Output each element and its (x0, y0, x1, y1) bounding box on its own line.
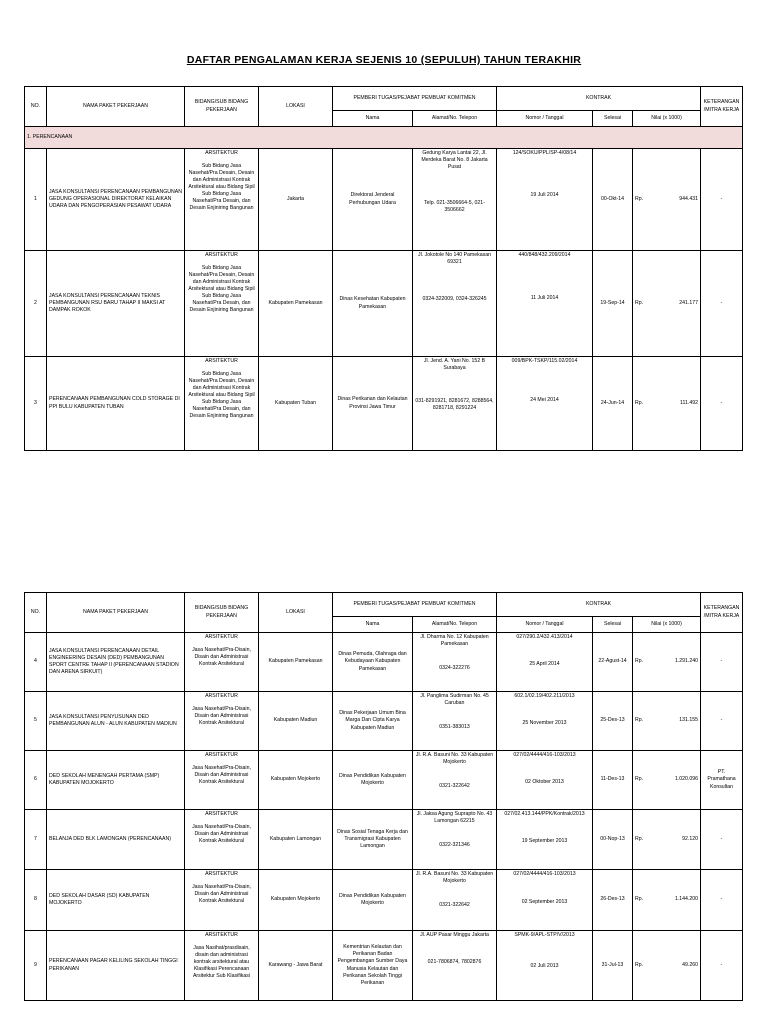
value-amount: 944.431 (679, 195, 699, 202)
address-cell (413, 870, 497, 931)
completion-date: 26-Des-13 (593, 870, 633, 931)
contract-date: 24 Mei 2014 (530, 396, 559, 403)
client-phone: 0321-322642 (439, 902, 470, 909)
field-description: Sub Bidang Jasa Nasehat/Pra Desain, Desain dan Administrasi Kontrak Arsitektural atau Bidang Sipil Sub Bidang Jasa Nasehat/Pra Desain, dan Desain Enjiniring Bangunan (188, 265, 255, 314)
contract-value (633, 751, 701, 810)
currency-label: Rp. (635, 195, 644, 202)
contract-number: SPMK-9/APL-STP/V/2013 (514, 932, 575, 938)
completion-date: 31-Jul-13 (593, 931, 633, 1001)
contract-number: 027/02/4444/416-103/2013 (513, 871, 576, 877)
field-description: Sub Bidang Jasa Nasehat/Pra Desain, Desain dan Administrasi Kontrak Arsitektural atau Bidang Sipil Sub Bidang Jasa Nasehat/Pra Desain, dan Desain Enjiniring Bangunan (188, 163, 255, 212)
client-phone: 0351-383013 (439, 723, 470, 730)
contract-value (633, 251, 701, 357)
header-lokasi: LOKASI (259, 593, 333, 633)
field-category: ARSITEKTUR (205, 752, 238, 758)
location: Kabupaten Mojokerto (259, 870, 333, 931)
page-title: DAFTAR PENGALAMAN KERJA SEJENIS 10 (SEPULUH) TAHUN TERAKHIR (186, 54, 582, 66)
field-description: Jasa Nasihat/prasdisain, disain dan administrasi kontrak arsitektural atau Klasifikasi Perencanaan Arsitektur Sub Klasifikasi (192, 945, 251, 980)
contract-value (633, 870, 701, 931)
table-row (25, 751, 743, 810)
remarks: - (701, 810, 743, 870)
value-wrap (635, 196, 698, 203)
field-category: ARSITEKTUR (205, 150, 238, 156)
row-number: 4 (25, 633, 47, 692)
package-name: JASA KONSULTANSI PENYUSUNAN DED PEMBANGUNAN ALUN - ALUN KABUPATEN MADIUN (47, 692, 185, 751)
client-address: Jl. Panglima Sudirman No. 45 Caruban (420, 693, 489, 707)
package-name: JASA KONSULTANSI PERENCANAAN DETAIL ENGINEERING DESAIN (DED) PEMBANGUNAN SPORT CENTRE TAHAP II (PERENCANAAN STADION DAN ARENA SIRKUIT) (47, 633, 185, 692)
completion-date: 11-Des-13 (593, 751, 633, 810)
field-description: Sub Bidang Jasa Nasehat/Pra Desain, Desain dan Administrasi Kontrak Arsitektural atau Bidang Sipil Sub Bidang Jasa Nasehat/Pra Desain, dan Desain Enjiniring Bangunan (188, 371, 255, 420)
currency-label: Rp. (635, 717, 644, 724)
remarks: - (701, 692, 743, 751)
contract-date: 02 September 2013 (521, 898, 568, 905)
value-amount: 111.492 (680, 399, 699, 406)
value-amount: 1.020.096 (674, 776, 699, 783)
header-nilai: Nilai (x 1000) (633, 617, 701, 633)
header-bidang: BIDANG/SUB BIDANG PEKERJAAN (185, 87, 259, 127)
table-row (25, 931, 743, 1001)
client-address: Jl. Jokotole No 140 Pamekasan 69321 (418, 252, 491, 266)
completion-date: 22-Agust-14 (593, 633, 633, 692)
contract-date: 25 April 2014 (529, 661, 560, 668)
client-name: Dinas Pendidikan Kabupaten Mojokerto (333, 751, 413, 810)
client-address: Jl. R.A. Basuni No. 33 Kabupaten Mojokerto (415, 752, 494, 766)
remarks: PT. Pramathana Konsultan (701, 751, 743, 810)
remarks: - (701, 149, 743, 251)
value-amount: 92.120 (682, 835, 699, 842)
currency-label: Rp. (635, 399, 644, 406)
header-nama-paket: NAMA PAKET PEKERJAAN (47, 87, 185, 127)
table-row (25, 810, 743, 870)
table-row (25, 692, 743, 751)
field-description: Jasa Nasehat/Pra-Disain, Disain dan Administrasi Kontrak Arsitektural (192, 824, 251, 845)
value-amount: 131.155 (679, 717, 699, 724)
location: Kabupaten Madiun (259, 692, 333, 751)
remarks: - (701, 357, 743, 451)
row-number: 6 (25, 751, 47, 810)
contract-date: 19 September 2013 (521, 838, 568, 845)
client-phone: 0324-322009, 0324-326245 (422, 295, 487, 302)
address-cell (413, 633, 497, 692)
row-number: 8 (25, 870, 47, 931)
contract-date: 02 Oktober 2013 (525, 779, 564, 786)
header-nilai: Nilai (x 1000) (633, 111, 701, 127)
contract-value (633, 810, 701, 870)
experience-table-1 (24, 86, 743, 451)
header-alamat: Alamat/No. Telepon (413, 617, 497, 633)
contract-cell (497, 751, 593, 810)
contract-number: 009/BPK-TSKP/115.02/2014 (511, 358, 578, 364)
remarks: - (701, 633, 743, 692)
address-cell (413, 357, 497, 451)
address-cell (413, 810, 497, 870)
client-name: Kementrian Kelautan dan Perikanan Badan Pengembangan Sumber Daya Manusia Kelautan dan Perikanan Sekolah Tinggi Perikanan (333, 931, 413, 1001)
currency-label: Rp. (635, 961, 644, 968)
package-name: JASA KONSULTANSI PERENCANAAN TEKNIS PEMBANGUNAN RSU BARU TAHAP II MAKSI AT DAMPAK ROKOK (47, 251, 185, 357)
table-row (25, 251, 743, 357)
contract-cell (497, 931, 593, 1001)
table-row (25, 149, 743, 251)
currency-label: Rp. (635, 776, 644, 783)
address-cell (413, 692, 497, 751)
package-name: PERENCANAAN PAGAR KELILING SEKOLAH TINGGI PERIKANAN (47, 931, 185, 1001)
currency-label: Rp. (635, 658, 644, 665)
header-pemberi-tugas: PEMBERI TUGAS/PEJABAT PEMBUAT KOMITMEN (333, 593, 497, 617)
field-cell (185, 633, 259, 692)
currency-label: Rp. (635, 835, 644, 842)
contract-number: 027/02.413.144/PPK/Kontrak/2013 (504, 811, 585, 817)
value-wrap (635, 300, 698, 307)
client-address: Jl. Jend. A. Yani No. 152 B Surabaya (423, 358, 486, 372)
remarks: - (701, 931, 743, 1001)
client-address: Jl. Dharma No. 12 Kabupaten Pamekasan (420, 634, 489, 648)
remarks: - (701, 251, 743, 357)
header-alamat: Alamat/No. Telepon (413, 111, 497, 127)
header-selesai: Selesai (593, 111, 633, 127)
completion-date: 00-Nop-13 (593, 810, 633, 870)
client-address: Jl. R.A. Basuni No. 33 Kabupaten Mojokerto (415, 871, 494, 885)
client-name: Dinas Pekerjaan Umum Bina Marga Dan Cipta Karya Kabupaten Madiun (333, 692, 413, 751)
package-name: DED SEKOLAH DASAR (SD) KABUPATEN MOJOKERTO (47, 870, 185, 931)
header-keterangan: KETERANGAN /MITRA KERJA (701, 87, 743, 127)
remarks: - (701, 870, 743, 931)
contract-number: 027/02/4444/416-103/2013 (513, 752, 576, 758)
address-cell (413, 149, 497, 251)
value-wrap (635, 776, 698, 783)
header-nomor-tanggal: Nomor / Tanggal (497, 111, 593, 127)
contract-value (633, 149, 701, 251)
row-number: 3 (25, 357, 47, 451)
field-description: Jasa Nasehat/Pra-Disain, Disain dan Administrasi Kontrak Arsitektural (192, 884, 251, 905)
field-category: ARSITEKTUR (205, 358, 238, 364)
address-cell (413, 751, 497, 810)
client-name: Dinas Sosial Tenaga Kerja dan Transmigrasi Kabupaten Lamongan (333, 810, 413, 870)
completion-date: 19-Sep-14 (593, 251, 633, 357)
field-category: ARSITEKTUR (205, 811, 238, 817)
value-wrap (635, 400, 698, 407)
location: Jakarta (259, 149, 333, 251)
section-label: 1. PERENCANAAN (25, 127, 743, 149)
experience-table-2 (24, 592, 743, 1001)
contract-cell (497, 692, 593, 751)
contract-value (633, 357, 701, 451)
client-name: Direktorat Jenderal Perhubungan Udara (333, 149, 413, 251)
contract-cell (497, 251, 593, 357)
field-cell (185, 692, 259, 751)
header-nama-paket: NAMA PAKET PEKERJAAN (47, 593, 185, 633)
completion-date: 25-Des-13 (593, 692, 633, 751)
row-number: 2 (25, 251, 47, 357)
table-row (25, 633, 743, 692)
contract-cell (497, 633, 593, 692)
client-phone: Telp. 021-3506664-5, 021-3506662 (424, 199, 485, 213)
header-pemberi-tugas: PEMBERI TUGAS/PEJABAT PEMBUAT KOMITMEN (333, 87, 497, 111)
location: Kabupaten Pamekasan (259, 633, 333, 692)
client-phone: 031-8291921, 8281672, 8288564, 8281718, 8291224 (415, 398, 494, 412)
client-address: Jl. AUP Pasar Minggu Jakarta (420, 932, 489, 938)
value-wrap (635, 658, 698, 665)
field-category: ARSITEKTUR (205, 634, 238, 640)
location: Kabupaten Mojokerto (259, 751, 333, 810)
row-number: 7 (25, 810, 47, 870)
contract-number: 124/SOKU/PPL/SP-4/08/14 (512, 150, 577, 156)
row-number: 1 (25, 149, 47, 251)
value-amount: 241.177 (679, 299, 699, 306)
client-phone: 0322-321346 (439, 841, 470, 848)
package-name: DED SEKOLAH MENENGAH PERTAMA (SMP) KABUPATEN MOJOKERTO (47, 751, 185, 810)
contract-date: 11 Juli 2014 (530, 295, 559, 302)
location: Kabupaten Tuban (259, 357, 333, 451)
header-no: NO. (25, 87, 47, 127)
header-keterangan: KETERANGAN /MITRA KERJA (701, 593, 743, 633)
client-name: Dinas Kesehatan Kabupaten Pamekasan (333, 251, 413, 357)
contract-cell (497, 357, 593, 451)
contract-cell (497, 870, 593, 931)
field-cell (185, 751, 259, 810)
client-name: Dinas Pendidikan Kabupaten Mojokerto (333, 870, 413, 931)
client-address: Gedung Karya Lantai 22, Jl. Merdeka Barat No. 8 Jakarta Pusat (421, 150, 488, 171)
field-description: Jasa Nasehat/Pra-Disain, Disain dan Administrasi Kontrak Arsitektural (192, 765, 251, 786)
header-selesai: Selesai (593, 617, 633, 633)
table-row (25, 870, 743, 931)
field-category: ARSITEKTUR (205, 252, 238, 258)
field-cell (185, 931, 259, 1001)
client-address: Jl. Jaksa Agung Suprapto No. 43 Lamongan 62215 (416, 811, 493, 825)
field-description: Jasa Nasehat/Pra-Disain, Disain dan Administrasi Kontrak Arsitektural (192, 647, 251, 668)
row-number: 9 (25, 931, 47, 1001)
value-wrap (635, 896, 698, 903)
value-amount: 1.144.200 (674, 896, 699, 903)
contract-cell (497, 149, 593, 251)
contract-number: 440/848/432.209/2014 (518, 252, 571, 258)
package-name: BELANJA DED BLK LAMONGAN (PERENCANAAN) (47, 810, 185, 870)
header-nama: Nama (333, 617, 413, 633)
client-name: Dinas Perikanan dan Kelautan Provinsi Jawa Timur (333, 357, 413, 451)
contract-value (633, 692, 701, 751)
address-cell (413, 251, 497, 357)
location: Kabupaten Pamekasan (259, 251, 333, 357)
value-wrap (635, 836, 698, 843)
table-row (25, 357, 743, 451)
address-cell (413, 931, 497, 1001)
header-nama: Nama (333, 111, 413, 127)
field-category: ARSITEKTUR (205, 932, 238, 938)
row-number: 5 (25, 692, 47, 751)
location: Karawang - Jawa Barat (259, 931, 333, 1001)
contract-date: 25 November 2013 (522, 720, 567, 727)
contract-date: 19 Juli 2014 (530, 191, 559, 198)
client-phone: 0324-322276 (439, 664, 470, 671)
field-category: ARSITEKTUR (205, 693, 238, 699)
field-cell (185, 251, 259, 357)
package-name: JASA KONSULTANSI PERENCANAAN PEMBANGUNAN GEDUNG OPERASIONAL DIREKTORAT KELAIKAN UDARA DAN PENGOPERASIAN PESAWAT UDARA (47, 149, 185, 251)
contract-value (633, 633, 701, 692)
header-no: NO. (25, 593, 47, 633)
value-amount: 1.291.240 (674, 658, 699, 665)
header-bidang: BIDANG/SUB BIDANG PEKERJAAN (185, 593, 259, 633)
field-cell (185, 870, 259, 931)
completion-date: 00-Okt-14 (593, 149, 633, 251)
field-description: Jasa Nasehat/Pra-Disain, Disain dan Administrasi Kontrak Arsitektural (192, 706, 251, 727)
location: Kabupaten Lamongan (259, 810, 333, 870)
contract-cell (497, 810, 593, 870)
contract-number: 027/290.2/432.413/2014 (516, 634, 573, 640)
header-nomor-tanggal: Nomor / Tanggal (497, 617, 593, 633)
value-wrap (635, 962, 698, 969)
field-category: ARSITEKTUR (205, 871, 238, 877)
completion-date: 24-Jun-14 (593, 357, 633, 451)
header-lokasi: LOKASI (259, 87, 333, 127)
field-cell (185, 357, 259, 451)
currency-label: Rp. (635, 896, 644, 903)
package-name: PERENCANAAN PEMBANGUNAN COLD STORAGE DI PPI BULU KABUPATEN TUBAN (47, 357, 185, 451)
value-wrap (635, 717, 698, 724)
contract-date: 02 Juli 2013 (530, 962, 559, 969)
value-amount: 49.260 (682, 961, 699, 968)
contract-value (633, 931, 701, 1001)
currency-label: Rp. (635, 299, 644, 306)
client-name: Dinas Pemuda, Olahraga dan Kebudayaan Kabupaten Pamekasan (333, 633, 413, 692)
header-kontrak: KONTRAK (497, 593, 701, 617)
field-cell (185, 149, 259, 251)
field-cell (185, 810, 259, 870)
client-phone: 021-7806874, 7802876 (427, 958, 482, 965)
contract-number: 602.1/02.19/402.211/2013 (514, 693, 575, 699)
header-kontrak: KONTRAK (497, 87, 701, 111)
client-phone: 0321-322642 (439, 782, 470, 789)
